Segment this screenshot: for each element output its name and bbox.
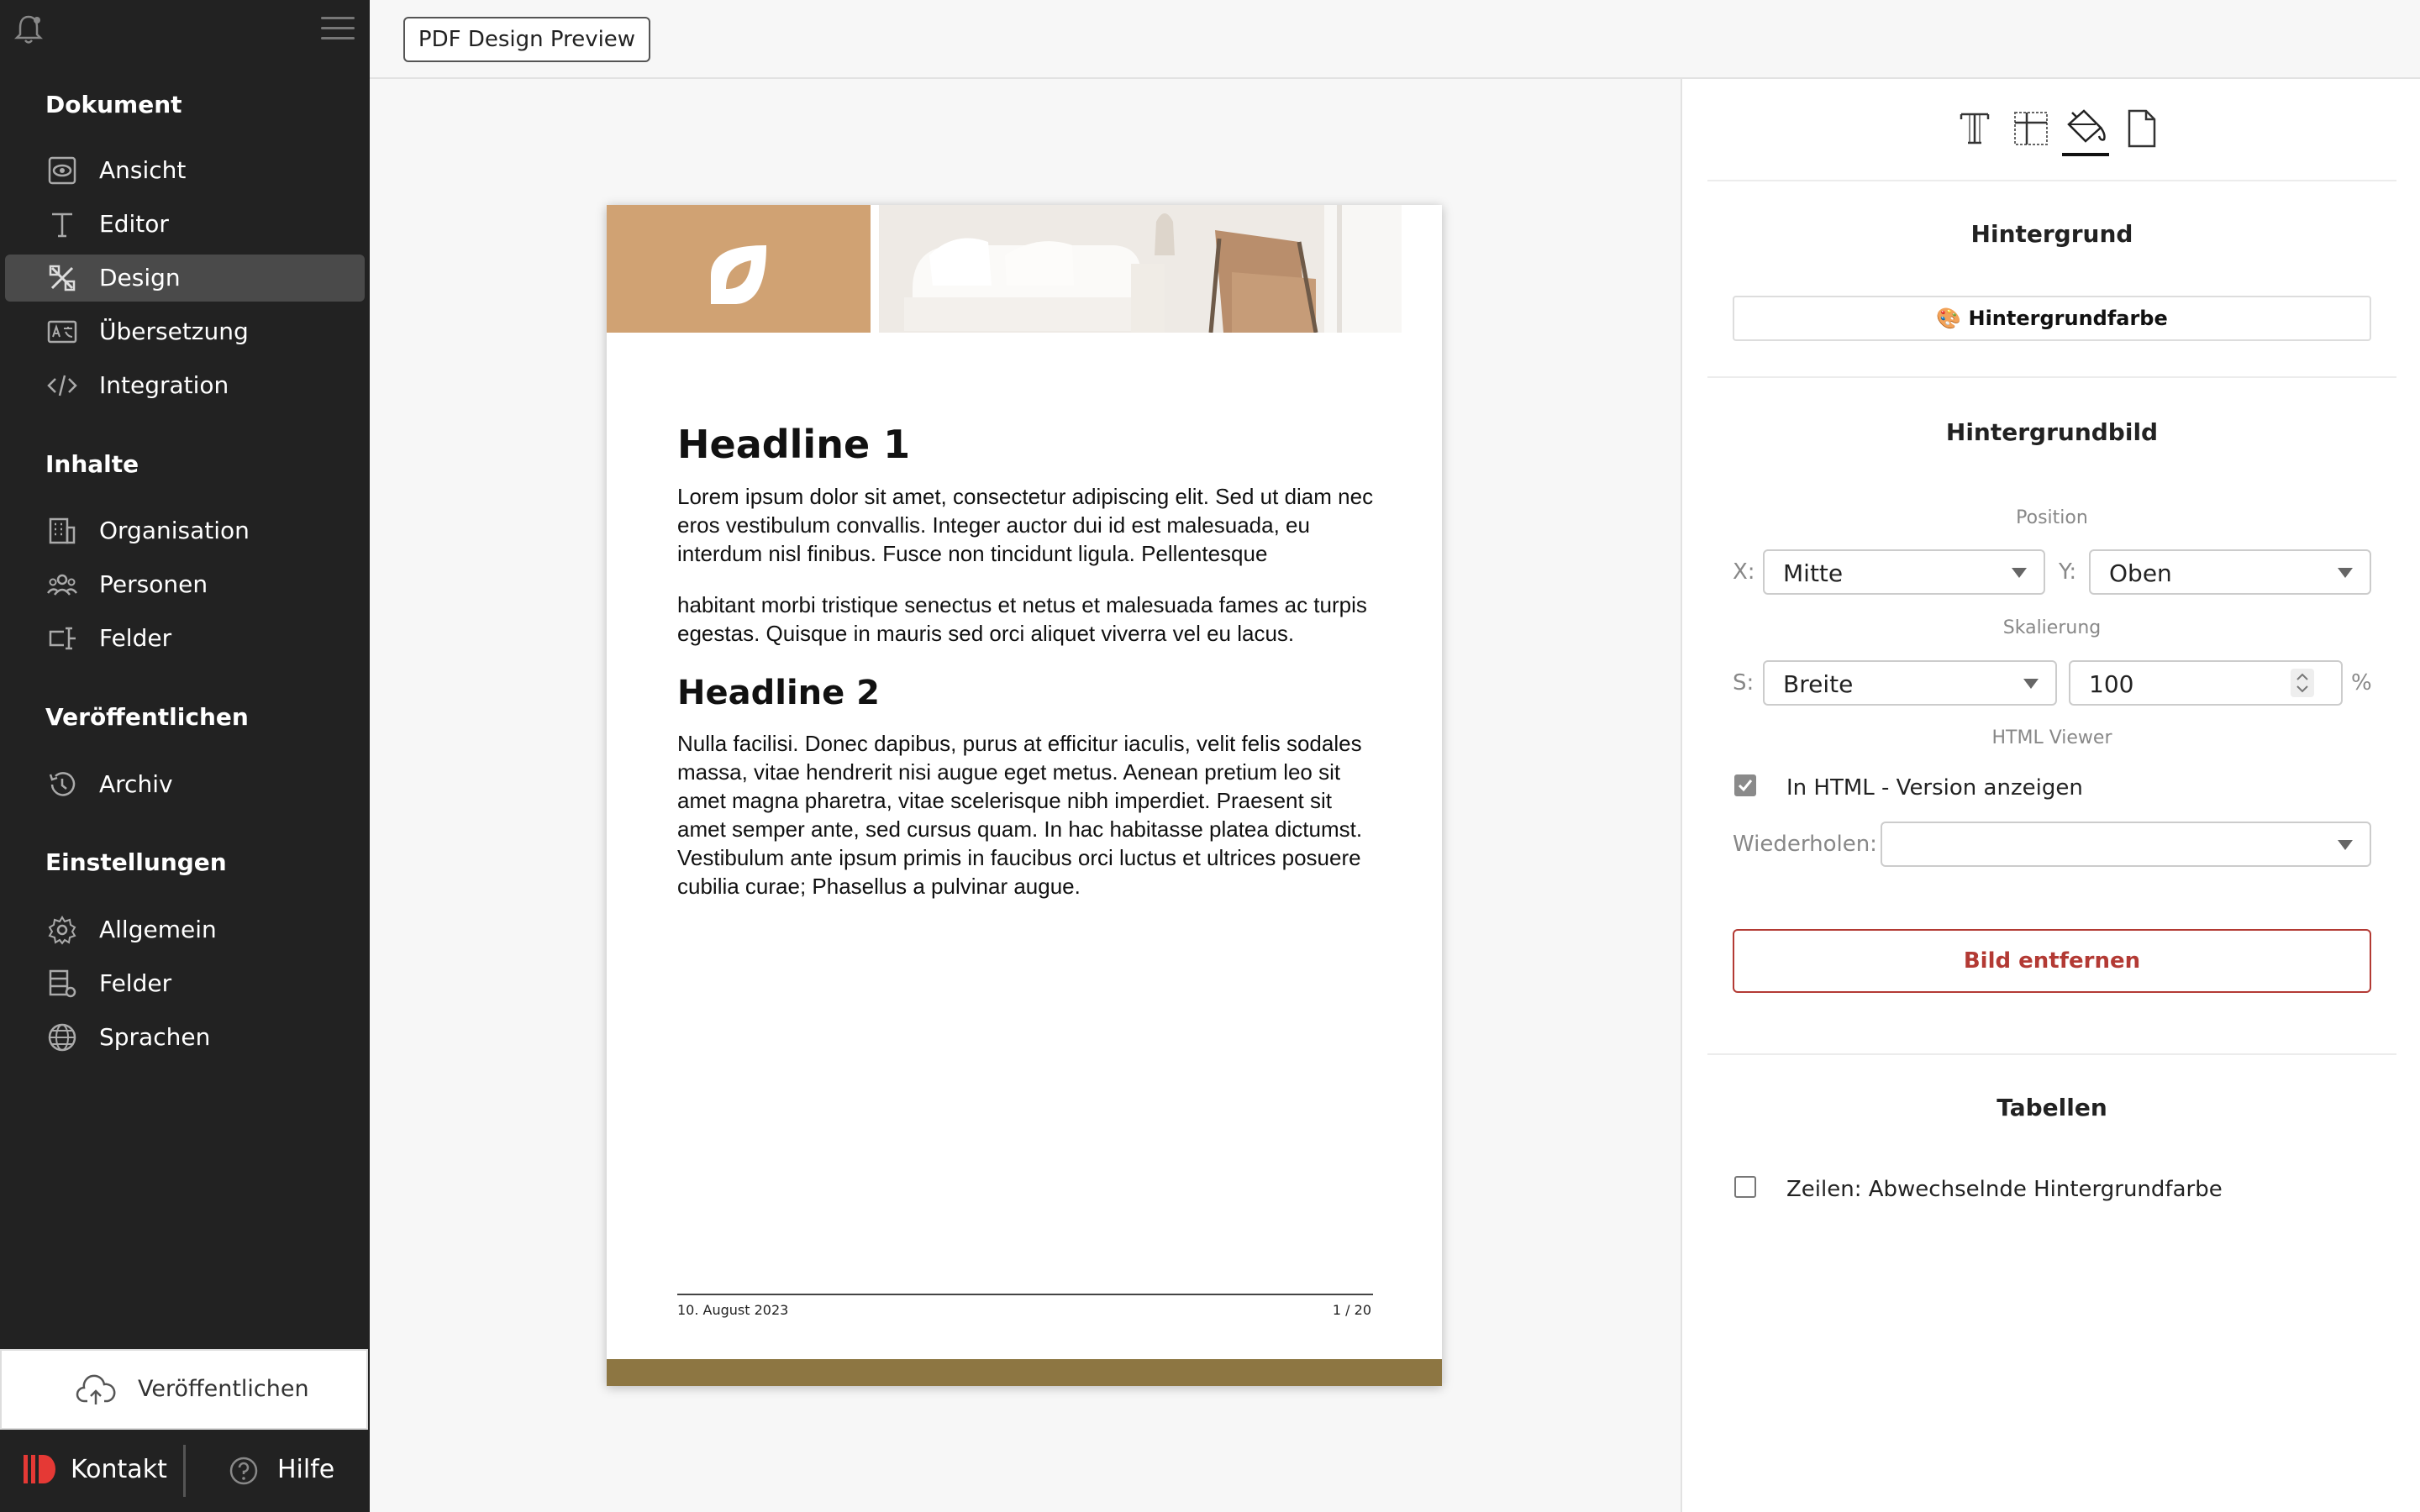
sidebar-item-felder-settings[interactable] (5, 960, 365, 1007)
sidebar-item-uebersetzung[interactable] (5, 308, 365, 355)
people-icon (47, 570, 77, 600)
html-viewer-label: HTML Viewer (1991, 727, 2112, 748)
sidebar-item-archiv[interactable] (5, 761, 365, 808)
kontakt-logo-icon (24, 1455, 55, 1483)
repeat-select[interactable] (1881, 822, 2371, 867)
position-y-value: Oben (2109, 559, 2172, 587)
s-prefix: S: (1733, 670, 1754, 696)
sidebar-item-label: Allgemein (99, 916, 217, 943)
skalierung-label: Skalierung (2002, 617, 2102, 638)
sidebar-item-organisation[interactable] (5, 507, 365, 554)
chevron-down-icon (2023, 679, 2039, 689)
sidebar-item-label: Ansicht (99, 156, 187, 184)
design-properties-panel (1681, 79, 2420, 1512)
sidebar-item-allgemein[interactable] (5, 906, 365, 953)
hintergrundfarbe-button[interactable] (1733, 296, 2371, 341)
chevron-down-icon (2012, 568, 2027, 578)
sidebar-item-sprachen[interactable] (5, 1014, 365, 1061)
preview-canvas (370, 79, 1681, 1512)
remove-image-button[interactable]: Bild entfernen (1733, 929, 2371, 993)
translate-icon (47, 317, 77, 347)
scale-value-input[interactable] (2069, 660, 2343, 706)
document-headline-1: Headline 1 (677, 422, 911, 467)
sidebar-item-personen[interactable] (5, 561, 365, 608)
y-prefix: Y: (2059, 559, 2077, 585)
help-icon (229, 1456, 259, 1486)
percent-symbol: % (2351, 670, 2372, 696)
sidebar-item-label: Design (99, 264, 181, 291)
position-y-select[interactable] (2089, 549, 2371, 595)
page-icon[interactable] (2118, 106, 2165, 153)
sidebar-item-label: Archiv (99, 770, 173, 798)
kontakt-link[interactable]: Kontakt (71, 1455, 167, 1484)
alternating-rows-checkbox[interactable] (1734, 1176, 1756, 1198)
sidebar-item-label: Editor (99, 210, 169, 238)
position-x-select[interactable] (1763, 549, 2045, 595)
sidebar-item-label: Felder (99, 624, 172, 652)
paint-bucket-tab[interactable] (2062, 106, 2109, 156)
top-bar (370, 0, 2420, 79)
gear-icon (47, 915, 77, 945)
sidebar (0, 0, 370, 1512)
help-link[interactable]: Hilfe (277, 1455, 335, 1484)
document-paragraph-3: Nulla facilisi. Donec dapibus, purus at efficitur iaculis, velit felis sodales massa, vitae hendrerit nisi augue eget metus. Aenean pretium leo sit amet magna pharetra, vitae scelerisque nibh imperdiet. Praesent sit amet semper ante, sed cursus quam. In hac habitasse platea dictumst. Vestibulum ante ipsum primis in faucibus orci luctus et ultrices posuere cubilia curae; Phasellus a pulvinar augue. (677, 731, 1363, 899)
history-icon (47, 769, 77, 800)
publish-label: Veröffentlichen (138, 1376, 309, 1402)
x-prefix: X: (1733, 559, 1755, 585)
interior-photo-drawing (879, 205, 1402, 333)
page-header-image (607, 205, 1442, 333)
number-stepper-icon[interactable] (2291, 669, 2314, 697)
footer-date: 10. August 2023 (677, 1302, 789, 1318)
publish-button[interactable] (0, 1349, 368, 1430)
html-version-checkbox[interactable] (1734, 774, 1756, 796)
pdf-design-preview-button[interactable]: PDF Design Preview (403, 17, 650, 62)
sidebar-item-label: Organisation (99, 517, 250, 544)
hintergrund-title: Hintergrund (1970, 220, 2133, 248)
html-version-label: In HTML - Version anzeigen (1786, 775, 2083, 801)
scale-mode-select[interactable] (1763, 660, 2057, 706)
text-icon (47, 209, 77, 239)
sidebar-item-felder[interactable] (5, 615, 365, 662)
position-x-value: Mitte (1783, 559, 1844, 587)
sidebar-item-label: Übersetzung (99, 318, 249, 345)
document-headline-2: Headline 2 (677, 674, 881, 712)
footer-color-band (607, 1359, 1442, 1386)
scale-value: 100 (2089, 670, 2134, 698)
wiederholen-label: Wiederholen: (1733, 832, 1877, 857)
hintergrundbild-title: Hintergrundbild (1945, 418, 2159, 446)
menu-icon[interactable] (321, 17, 355, 42)
sidebar-footer (0, 1430, 370, 1512)
notification-bell-icon[interactable] (12, 12, 45, 47)
globe-icon (47, 1022, 77, 1053)
sidebar-item-label: Felder (99, 969, 172, 997)
design-tool-tabs (1951, 106, 2170, 156)
chevron-down-icon (2338, 568, 2353, 578)
table-tool-icon[interactable] (2007, 106, 2054, 153)
sidebar-item-design[interactable] (5, 255, 365, 302)
sidebar-item-editor[interactable] (5, 201, 365, 248)
eye-icon (47, 155, 77, 186)
sidebar-item-label: Sprachen (99, 1023, 211, 1051)
panel-divider (1707, 376, 2396, 378)
position-label: Position (2016, 507, 2088, 528)
footer-page-number: 1 / 20 (1332, 1302, 1371, 1318)
document-paragraph-2: habitant morbi tristique senectus et netus et malesuada fames ac turpis egestas. Quisque in mauris sed orci aliquet viverra vel eu lacus. (677, 592, 1367, 646)
paint-bucket-icon (2062, 106, 2109, 150)
panel-divider (1707, 180, 2396, 181)
section-dokument: Dokument (45, 91, 182, 118)
palette-icon: 🎨 (1936, 307, 1962, 330)
interior-photo (879, 205, 1402, 333)
sidebar-item-integration[interactable] (5, 362, 365, 409)
text-tool-icon[interactable] (1951, 106, 1998, 153)
document-paragraph-1: Lorem ipsum dolor sit amet, consectetur adipiscing elit. Sed ut diam nec eros vestibulum convallis. Integer auctor dui id est malesuada, eu interdum nisl finibus. Fusce non tincidunt ligula. Pellentesque (677, 484, 1374, 566)
sidebar-item-label: Personen (99, 570, 208, 598)
header-logo-block (607, 205, 871, 333)
section-veroeffentlichen: Veröffentlichen (45, 703, 249, 731)
sidebar-item-ansicht[interactable] (5, 147, 365, 194)
alternating-rows-label: Zeilen: Abwechselnde Hintergrundfarbe (1786, 1177, 2223, 1202)
tabellen-title: Tabellen (1996, 1094, 2107, 1121)
footer-divider (183, 1445, 186, 1497)
building-icon (47, 516, 77, 546)
chevron-down-icon (2338, 840, 2353, 850)
footer-rule (677, 1294, 1373, 1295)
sidebar-header (0, 0, 370, 59)
panel-divider (1707, 1053, 2396, 1055)
scale-mode-value: Breite (1783, 670, 1854, 698)
field-settings-icon (47, 969, 77, 999)
section-inhalte: Inhalte (45, 450, 139, 478)
hintergrundfarbe-label: Hintergrundfarbe (1968, 307, 2168, 330)
field-icon (47, 623, 77, 654)
cloud-upload-icon (76, 1374, 116, 1408)
section-einstellungen: Einstellungen (45, 848, 227, 876)
code-icon (47, 370, 77, 401)
sidebar-item-label: Integration (99, 371, 229, 399)
leaf-logo-icon (706, 242, 771, 307)
pdf-page (607, 205, 1442, 1386)
design-tools-icon (47, 263, 77, 293)
